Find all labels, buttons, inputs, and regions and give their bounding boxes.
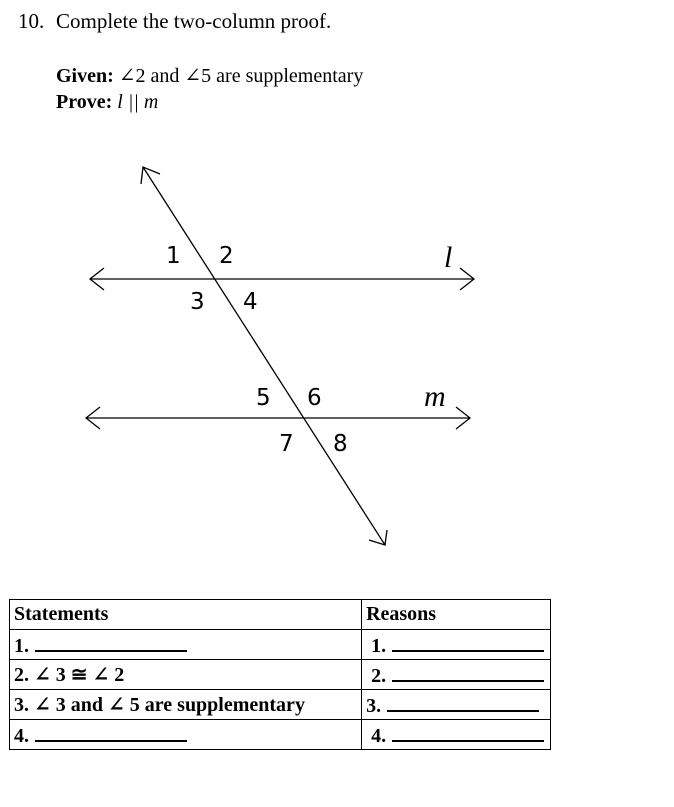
reasons-header: Reasons xyxy=(362,600,551,630)
angle-label-5: 5 xyxy=(256,385,271,411)
line-label-l: l xyxy=(444,241,453,274)
reason-blank[interactable] xyxy=(392,662,544,682)
angle-label-2: 2 xyxy=(219,243,234,269)
line-m xyxy=(86,407,470,429)
reason-number: 2. xyxy=(371,664,387,687)
statement-cell xyxy=(10,690,362,720)
statement-blank[interactable] xyxy=(35,632,187,652)
statement-cell xyxy=(10,720,362,750)
angle-label-8: 8 xyxy=(333,431,348,457)
prove-label: Prove: xyxy=(56,91,113,113)
reason-blank[interactable] xyxy=(387,692,539,712)
given-label: Given: xyxy=(56,65,114,87)
table-row xyxy=(10,690,551,720)
question-number: 10. xyxy=(18,9,45,33)
reason-number: 4. xyxy=(371,724,387,747)
statement-text: 3. ∠ 3 and ∠ 5 are supplementary xyxy=(14,694,305,716)
reason-number: 3. xyxy=(366,694,382,717)
angle-label-4: 4 xyxy=(243,289,258,315)
angle-label-1: 1 xyxy=(166,243,181,269)
reason-blank[interactable] xyxy=(392,632,544,652)
line-label-m: m xyxy=(424,380,446,413)
given-text: ∠2 and ∠5 are supplementary xyxy=(118,65,364,87)
table-row xyxy=(10,660,551,690)
prove-line xyxy=(56,91,158,114)
angle-label-6: 6 xyxy=(307,385,322,411)
statements-header: Statements xyxy=(10,600,362,630)
transversal-line xyxy=(141,167,387,545)
table-row xyxy=(10,630,551,660)
table-header-row xyxy=(10,600,551,630)
statement-cell xyxy=(10,630,362,660)
statement-cell xyxy=(10,660,362,690)
reason-cell xyxy=(362,720,551,750)
given-line xyxy=(56,63,363,88)
reason-number: 1. xyxy=(371,634,387,657)
line-l xyxy=(90,268,474,290)
reason-cell xyxy=(362,690,551,720)
angle-label-7: 7 xyxy=(279,431,294,457)
reason-blank[interactable] xyxy=(392,722,544,742)
reason-cell xyxy=(362,660,551,690)
parallel-lines-figure xyxy=(0,150,674,560)
proof-table xyxy=(9,599,551,750)
prove-text: l || m xyxy=(117,91,159,113)
question-line xyxy=(18,9,331,34)
angle-label-3: 3 xyxy=(190,289,205,315)
statement-blank[interactable] xyxy=(35,722,187,742)
statement-text: 4. xyxy=(14,724,29,747)
statement-text: 1. xyxy=(14,634,29,657)
question-prompt: Complete the two-column proof. xyxy=(56,9,332,33)
reason-cell xyxy=(362,630,551,660)
table-row xyxy=(10,720,551,750)
statement-text: 2. ∠ 3 ≅ ∠ 2 xyxy=(14,664,125,686)
